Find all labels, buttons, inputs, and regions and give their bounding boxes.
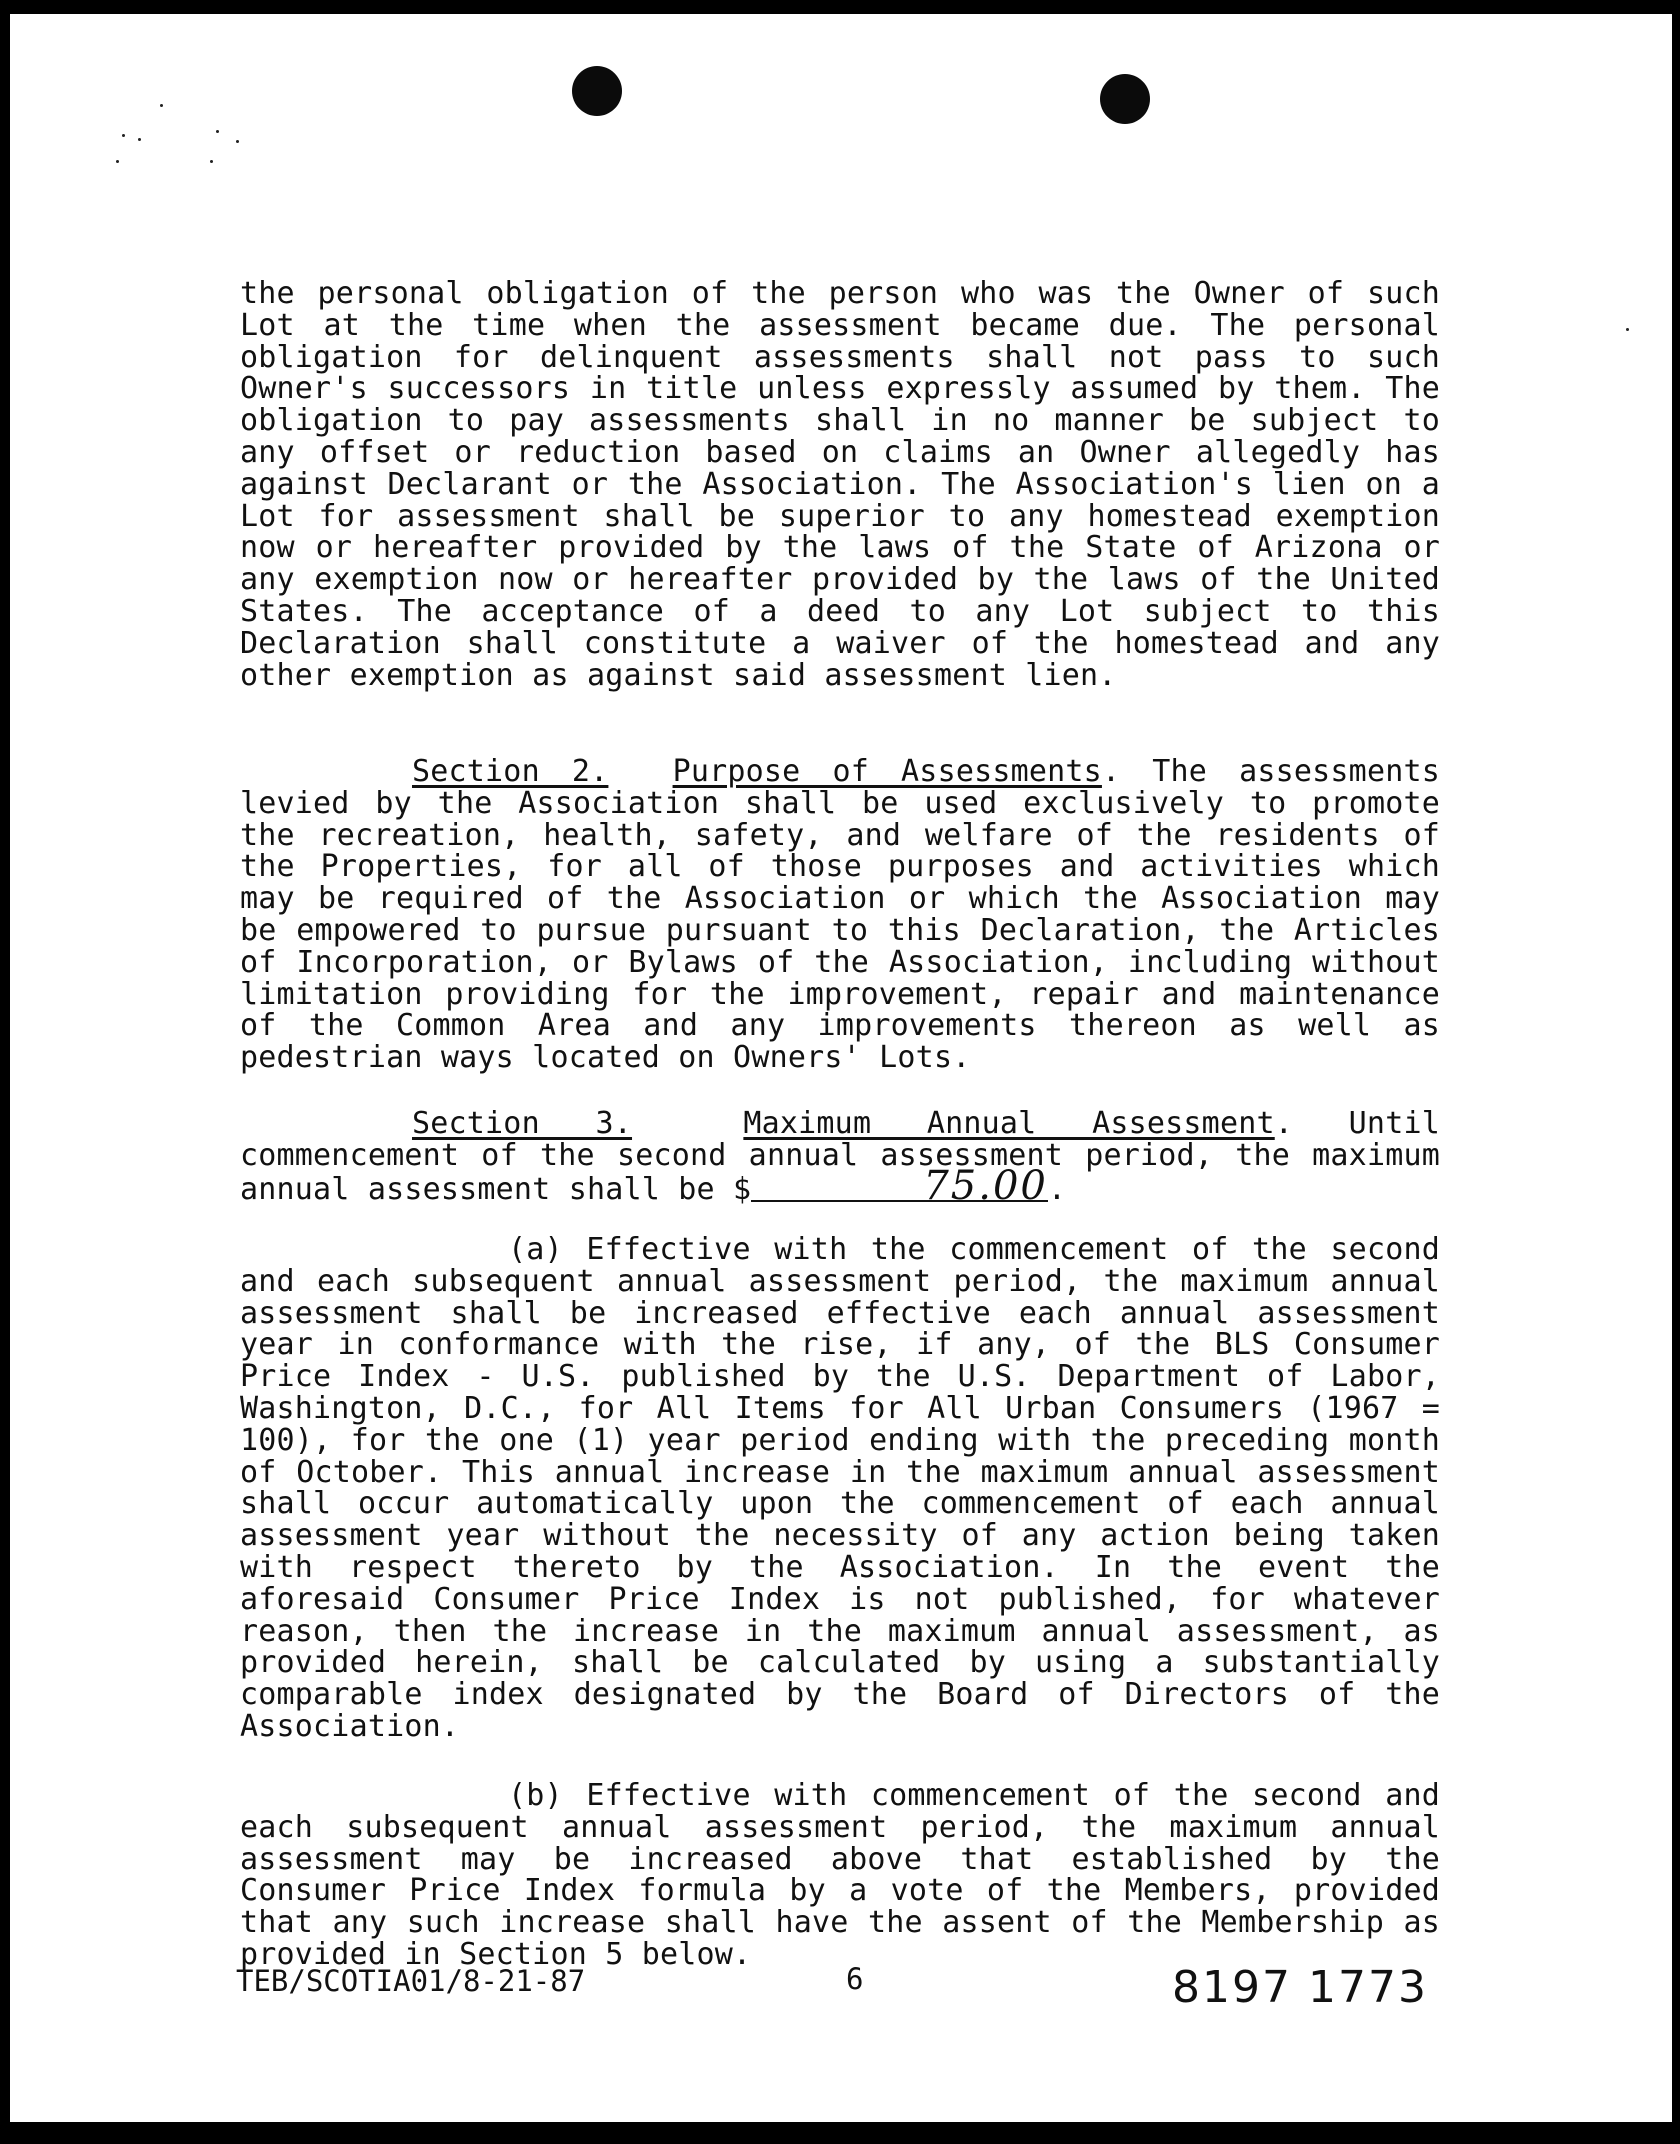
paragraph-section-2 xyxy=(240,756,1440,1074)
paragraph-section-3 xyxy=(240,1106,1440,1209)
scan-speck xyxy=(236,140,239,143)
scan-speck xyxy=(216,130,219,133)
scan-speck xyxy=(160,104,163,107)
scan-speck xyxy=(210,160,213,163)
section-2-title: Purpose of Assessments xyxy=(672,754,1102,789)
scan-border-bottom xyxy=(0,2122,1680,2144)
section-3-title: Maximum Annual Assessment xyxy=(743,1106,1275,1141)
scan-border-right xyxy=(1672,0,1680,2144)
scan-speck xyxy=(1626,328,1629,331)
section-2-heading: Section 2. xyxy=(412,754,609,789)
paragraph-owner-obligation: the personal obligation of the person who was the Owner of such Lot at the time when the assessment became due. The personal obligation for delinquent assessments shall not pass to such Owner's successors in title unless expressly assumed by them. The obligation to pay assessments shall in no manner be subject to any offset or reduction based on claims an Owner allegedly has against Declarant or the Association. The Association's lien on a Lot for assessment shall be superior to any homestead exemption now or hereafter provided by the laws of the State of Arizona or any exemption now or hereafter provided by the laws of the United States. The acceptance of a deed to any Lot subject to this Declaration shall constitute a waiver of the homestead and any other exemption as against said assessment lien. xyxy=(240,276,1440,693)
scan-speck xyxy=(122,134,125,137)
record-number: 8197 1773 xyxy=(1172,1962,1428,2013)
section-3-body: . Until commencement of the second annual assessment period, the maximum annual assessment shall be $ xyxy=(240,1106,1440,1207)
section-3-end: . xyxy=(1047,1171,1067,1207)
section-2-body: . The assessments levied by the Association shall be used exclusively to promote the recreation, health, safety, and welfare of the residents of the Properties, for all of those purposes and activities which may be required of the Association or which the Association may be empowered to pursue pursuant to this Declaration, the Articles of Incorporation, or Bylaws of the Association, including without limitation providing for the improvement, repair and maintenance of the Common Area and any improvements thereon as well as pedestrian ways located on Owners' Lots. xyxy=(240,754,1440,1076)
section-3-heading: Section 3. xyxy=(412,1106,633,1141)
page-number: 6 xyxy=(846,1962,864,1996)
scan-speck xyxy=(138,138,141,141)
handwritten-amount: 75.00 xyxy=(751,1172,1048,1202)
scan-speck xyxy=(116,160,119,163)
paragraph-subsection-b: (b) Effective with commencement of the second and each subsequent annual assessment period, the maximum annual assessment may be increased above that established by the Consumer Price Index formula by a vote of the Members, provided that any such increase shall have the assent of the Membership as provided in Section 5 below. xyxy=(240,1778,1440,1972)
punch-hole-right xyxy=(1100,74,1150,124)
punch-hole-left xyxy=(572,66,622,116)
document-reference: TEB/SCOTIA01/8-21-87 xyxy=(236,1964,586,1998)
scan-border-top xyxy=(0,0,1680,14)
paragraph-subsection-a: (a) Effective with the commencement of the second and each subsequent annual assessment period, the maximum annual assessment shall be increased effective each annual assessment year in conformance with the rise, if any, of the BLS Consumer Price Index - U.S. published by the U.S. Department of Labor, Washington, D.C., for All Items for All Urban Consumers (1967 = 100), for the one (1) year period ending with the preceding month of October. This annual increase in the maximum annual assessment shall occur automatically upon the commencement of each annual assessment year without the necessity of any action being taken with respect thereto by the Association. In the event the aforesaid Consumer Price Index is not published, for whatever reason, then the increase in the maximum annual assessment, as provided herein, shall be calculated by using a substantially comparable index designated by the Board of Directors of the Association. xyxy=(240,1232,1440,1744)
scan-border-left xyxy=(0,0,10,2144)
